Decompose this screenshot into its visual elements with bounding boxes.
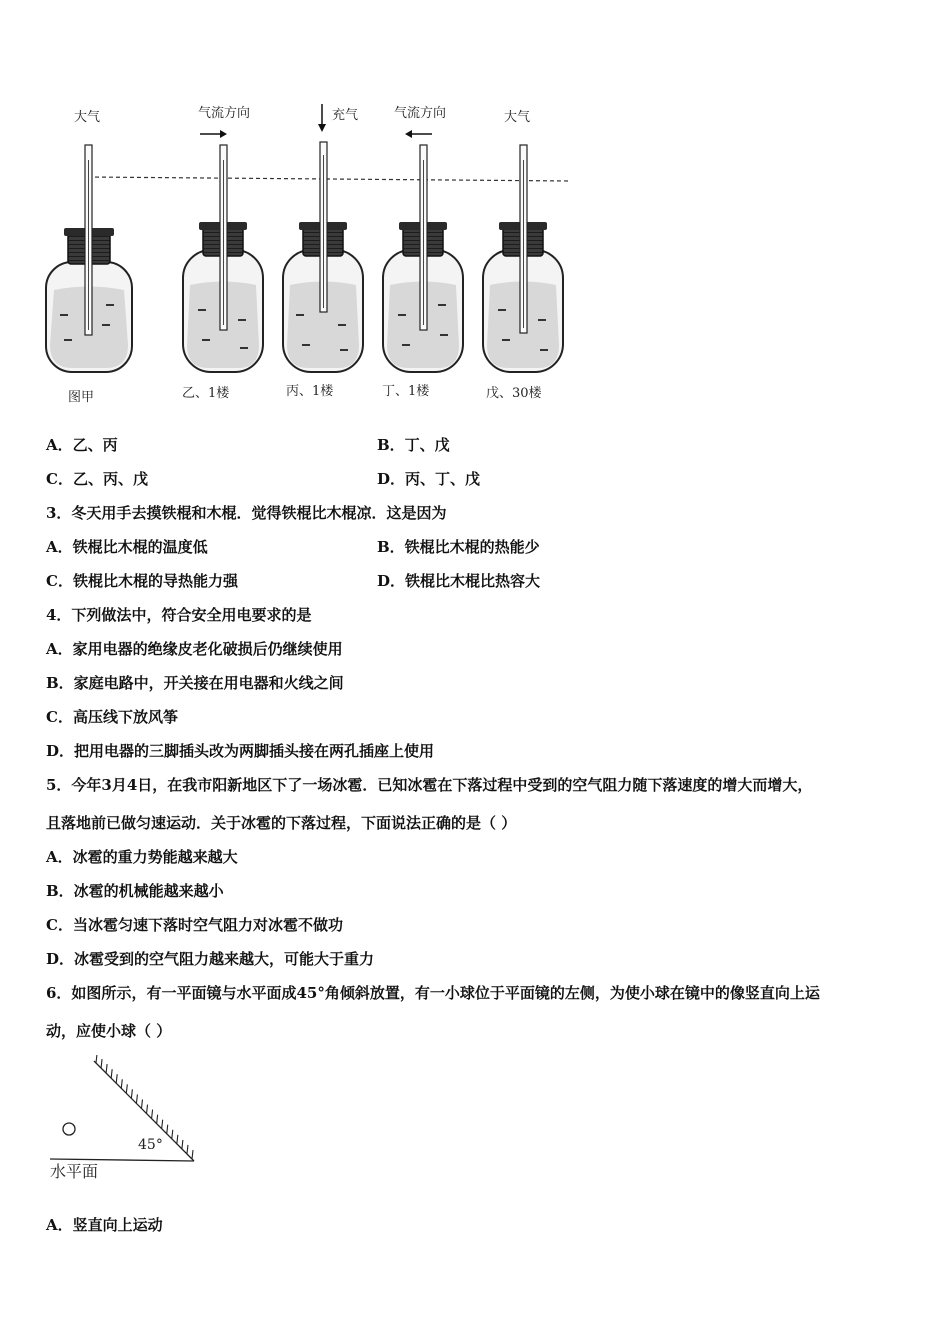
label-yi: 乙、1楼 bbox=[182, 386, 230, 401]
label-wu: 戊、30楼 bbox=[486, 386, 542, 401]
q5-option-a: A．冰雹的重力势能越来越大 bbox=[46, 848, 238, 866]
bottle-ding bbox=[383, 145, 463, 372]
bottle-bing bbox=[283, 142, 363, 372]
label-airflow-right: 气流方向 bbox=[198, 106, 251, 121]
q3-option-d: D．铁棍比木棍比热容大 bbox=[377, 572, 541, 590]
q5-stem-line1: 5．今年3月4日，在我市阳新地区下了一场冰雹．已知冰雹在下落过程中受到的空气阻力随下落速度的增大而增大， bbox=[46, 776, 813, 794]
label-ding: 丁、1楼 bbox=[382, 384, 430, 399]
q6-stem-line2: 动，应使小球（ ） bbox=[46, 1022, 172, 1040]
q5-stem-line2: 且落地前已做匀速运动．关于冰雹的下落过程，下面说法正确的是（ ） bbox=[46, 814, 517, 832]
q3-stem: 3．冬天用手去摸铁棍和木棍．觉得铁棍比木棍凉．这是因为 bbox=[46, 504, 447, 522]
bottle-yi bbox=[183, 145, 263, 372]
ball-icon bbox=[63, 1123, 75, 1135]
q6-stem-line1: 6．如图所示，有一平面镜与水平面成45°角倾斜放置，有一小球位于平面镜的左侧，为使小球在镜中的像竖直向上运 bbox=[46, 984, 820, 1002]
q2-option-c: C．乙、丙、戊 bbox=[46, 470, 148, 488]
q5-option-b: B．冰雹的机械能越来越小 bbox=[46, 882, 224, 900]
arrow-down-icon bbox=[318, 104, 326, 132]
q4-option-b: B．家庭电路中，开关接在用电器和火线之间 bbox=[46, 674, 344, 692]
bottle-jia bbox=[46, 145, 132, 372]
q4-stem: 4．下列做法中，符合安全用电要求的是 bbox=[46, 606, 312, 624]
label-airflow-left: 气流方向 bbox=[394, 106, 447, 121]
q4-option-d: D．把用电器的三脚插头改为两脚插头接在两孔插座上使用 bbox=[46, 742, 435, 760]
mirror-figure bbox=[44, 1055, 214, 1185]
ground-label: 水平面 bbox=[50, 1162, 99, 1181]
q3-option-a: A．铁棍比木棍的温度低 bbox=[46, 538, 208, 556]
angle-label: 45° bbox=[138, 1137, 163, 1153]
arrow-right-icon bbox=[200, 130, 227, 138]
label-jia: 图甲 bbox=[68, 390, 95, 405]
q5-option-c: C．当冰雹匀速下落时空气阻力对冰雹不做功 bbox=[46, 916, 343, 934]
label-bing: 丙、1楼 bbox=[286, 384, 334, 399]
q5-option-d: D．冰雹受到的空气阻力越来越大，可能大于重力 bbox=[46, 950, 375, 968]
bottles-figure bbox=[40, 100, 580, 410]
q3-option-b: B．铁棍比木棍的热能少 bbox=[377, 538, 540, 556]
label-atmosphere-left: 大气 bbox=[74, 110, 101, 125]
bottles-svg bbox=[40, 100, 580, 410]
label-atmosphere-right: 大气 bbox=[504, 110, 531, 125]
q2-option-b: B．丁、戊 bbox=[377, 436, 450, 454]
q4-option-a: A．家用电器的绝缘皮老化破损后仍继续使用 bbox=[46, 640, 343, 658]
arrow-left-icon bbox=[405, 130, 432, 138]
q2-option-d: D．丙、丁、戊 bbox=[377, 470, 481, 488]
q3-option-c: C．铁棍比木棍的导热能力强 bbox=[46, 572, 238, 590]
q6-option-a: A．竖直向上运动 bbox=[46, 1216, 163, 1234]
q4-option-c: C．高压线下放风筝 bbox=[46, 708, 178, 726]
bottle-wu bbox=[483, 145, 563, 372]
q2-option-a: A．乙、丙 bbox=[46, 436, 118, 454]
label-inflate: 充气 bbox=[332, 108, 359, 123]
